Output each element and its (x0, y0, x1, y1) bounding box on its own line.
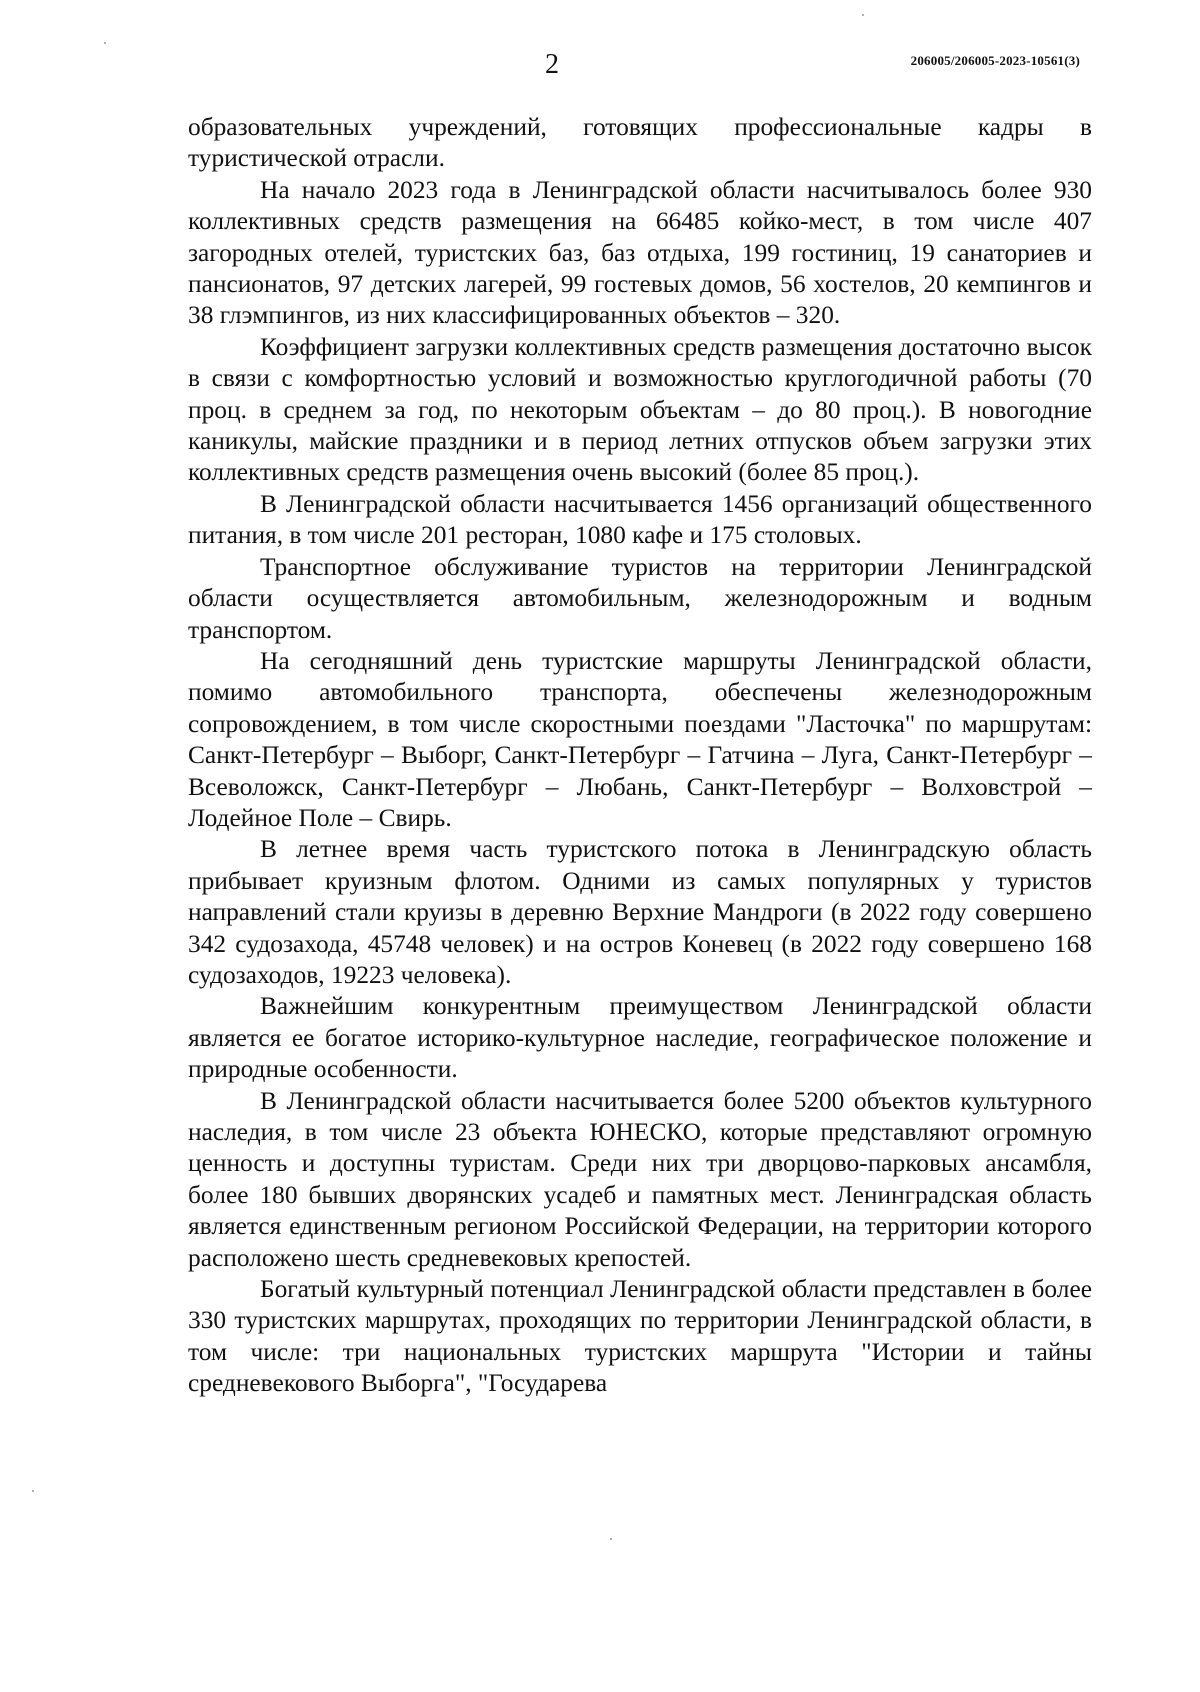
paragraph-8: Важнейшим конкурентным преимуществом Ленинградской области является ее богатое историко-культурное наследие, географическое положение и природные особенности. (188, 992, 1092, 1084)
scan-speck (862, 14, 864, 16)
paragraph-1: образовательных учреждений, готовящих профессиональные кадры в туристической отрасли. (188, 113, 1092, 173)
paragraph-4: В Ленинградской области насчитывается 1456 организаций общественного питания, в том числе 201 ресторан, 1080 кафе и 175 столовых. (188, 489, 1092, 550)
document-id: 206005/206005-2023-10561(3) (910, 53, 1080, 68)
paragraph-6: На сегодняшний день туристские маршруты Ленинградской области, помимо автомобильного транспорта, обеспечены железнодорожным сопровождением, в том числе скоростными поездами "Ласточка" по маршрутам: Санкт-Петербург – Выборг, Санкт-Петербург – Гатчина – Луга, Санкт-Петербург – Всеволожск, Санкт-Петербург – Любань, Санкт-Петербург – Волховстрой – Лодейное Поле – Свирь. (188, 646, 1092, 832)
paragraph-5: Транспортное обслуживание туристов на территории Ленинградской области осуществляется автомобильным, железнодорожным и водным транспортом. (188, 552, 1092, 644)
paragraph-10: Богатый культурный потенциал Ленинградской области представлен в более 330 туристских маршрутах, проходящих по территории Ленинградской области, в том числе: три национальных туристских маршрута "Истории и тайны средневекового Выборга", "Государева (188, 1275, 1092, 1398)
paragraph-3: Коэффициент загрузки коллективных средств размещения достаточно высок в связи с комфортностью условий и возможностью круглогодичной работы (70 проц. в среднем за год, по некоторым объектам – до 80 проц.). В новогодние каникулы, майские праздники и в период летних отпусков объем загрузки этих коллективных средств размещения очень высокий (более 85 проц.). (188, 332, 1092, 487)
scan-speck (32, 1490, 34, 1492)
paragraph-7: В летнее время часть туристского потока в Ленинградскую область прибывает круизным флотом. Одними из самых популярных у туристов направлений стали круизы в деревню Верхние Мандроги (в 2022 году совершено 342 судозахода, 45748 человек) и на остров Коневец (в 2022 году совершено 168 судозаходов, 19223 человека). (188, 835, 1092, 989)
scan-speck (610, 1538, 612, 1540)
scan-speck (104, 42, 106, 44)
document-body (188, 112, 1092, 1400)
paragraph-2: На начало 2023 года в Ленинградской области насчитывалось более 930 коллективных средств размещения на 66485 койко-мест, в том числе 407 загородных отелей, туристских баз, баз отдыха, 199 гостиниц, 19 санаториев и пансионатов, 97 детских лагерей, 99 гостевых домов, 56 хостелов, 20 кемпингов и 38 глэмпингов, из них классифицированных объектов – 320. (188, 175, 1092, 330)
paragraph-9: В Ленинградской области насчитывается более 5200 объектов культурного наследия, в том числе 23 объекта ЮНЕСКО, которые представляют огромную ценность и доступны туристам. Среди них три дворцово-парковых ансамбля, более 180 бывших дворянских усадеб и памятных мест. Ленинградская область является единственным регионом Российской Федерации, на территории которого расположено шесть средневековых крепостей. (188, 1086, 1092, 1272)
page-number: 2 (545, 49, 559, 80)
